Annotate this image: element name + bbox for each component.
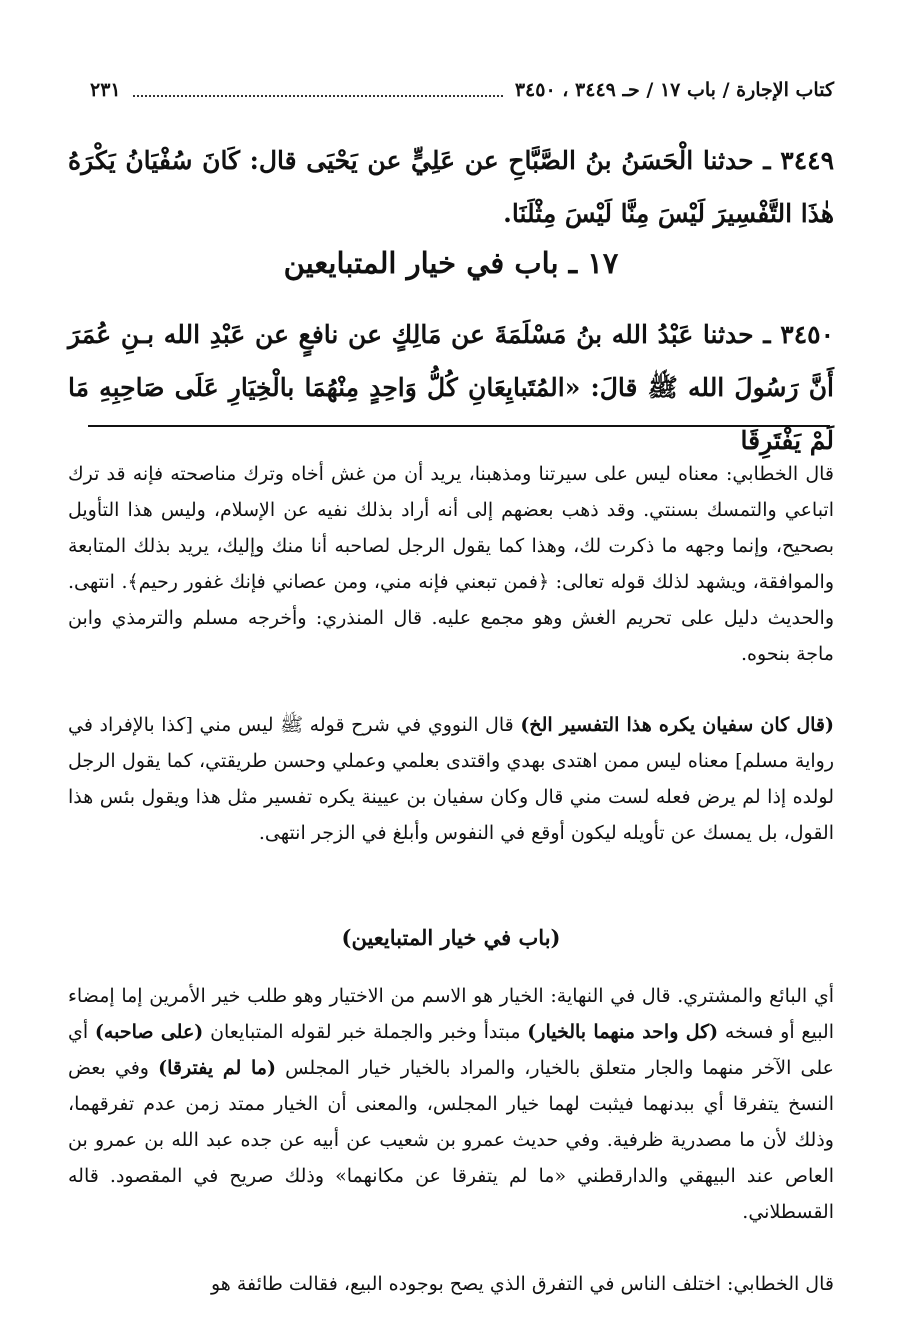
hadith-3449	[68, 134, 834, 240]
commentary-2-text: قال النووي في شرح قوله ﷺ ليس مني [كذا بالإفراد في رواية مسلم] معناه ليس ممن اهتدى بهدي واقتدى بعلمي وعملي وحسن طريقتي، كما يقول الرجل لولده إذا لم يرض فعله لست مني قال وكان سفيان بن عيينة يكره تفسير مثل هذا ويقول بئس هذا القول، بل يمسك عن تأويله ليكون أوقع في النفوس وأبلغ في الزجر انتهى.	[68, 714, 834, 844]
commentary-paragraph-3	[68, 978, 834, 1230]
commentary-3-lemma-1: (كل واحد منهما بالخيار)	[527, 1021, 719, 1043]
commentary-2-lemma: (قال كان سفيان يكره هذا التفسير الخ)	[520, 714, 834, 736]
page-number: ٢٣١	[90, 79, 121, 101]
commentary-paragraph-4: قال الخطابي: اختلف الناس في التفرق الذي يصح بوجوده البيع، فقالت طائفة هو	[210, 1273, 834, 1295]
running-header	[90, 74, 834, 106]
running-header-title: كتاب الإجارة / باب ١٧ / حـ ٣٤٤٩ ، ٣٤٥٠	[514, 79, 834, 101]
hadith-3450-number: ٣٤٥٠ ـ	[763, 320, 834, 349]
chapter-number: ١٧ ـ	[568, 246, 619, 280]
commentary-3-lemma-2: (على صاحبه)	[94, 1021, 204, 1043]
hadith-3449-text: حدثنا الْحَسَنُ بنُ الصَّبَّاحِ عن عَلِيٍّ عن يَحْيَى قال: كَانَ سُفْيَانُ يَكْرَهُ هٰذَا التَّفْسِيرَ لَيْسَ مِنَّا لَيْسَ مِثْلَنَا.	[68, 146, 834, 228]
header-leader-dots	[133, 83, 503, 97]
commentary-paragraph-2	[68, 707, 834, 851]
hadith-3450-text: حدثنا عَبْدُ الله بنُ مَسْلَمَةَ عن مَالِكٍ عن نافعٍ عن عَبْدِ الله بـنِ عُمَرَ أَنَّ رَسُولَ الله ﷺ قالَ: «المُتَبايِعَانِ كُلُّ وَاحِدٍ مِنْهُمَا بالْخِيَارِ عَلَى صَاحِبِهِ مَا لَمْ يَفْتَرِقَا	[68, 320, 834, 455]
chapter-title: باب في خيار المتبايعين	[283, 246, 559, 280]
chapter-heading	[68, 246, 834, 280]
hadith-3449-number: ٣٤٤٩ ـ	[763, 146, 834, 175]
footnote-divider	[88, 425, 830, 427]
hadith-3450	[68, 308, 834, 467]
commentary-3-text-e: وفي بعض النسخ يتفرقا أي ببدنهما فيثبت لهما خيار المجلس، والمعنى أن الخيار ممتد زمن عدم تفرقهما، وذلك لأن ما مصدرية ظرفية. وفي حديث عمرو بن شعيب عن أبيه عن جده عبد الله بن عمرو بن العاص عند البيهقي والدارقطني «ما لم يتفرقا عن مكانهما» وذلك صريح في المقصود. قاله القسطلاني.	[68, 1057, 834, 1223]
commentary-3-text-d: أي على الآخر منهما والجار متعلق بالخيار، والمراد بالخيار خيار المجلس	[68, 1021, 834, 1079]
commentary-3-lemma-3: (ما لم يفترقا)	[158, 1057, 276, 1079]
commentary-sub-heading: (باب في خيار المتبايعين)	[341, 925, 561, 950]
commentary-3-text-a: أي البائع والمشتري. قال في النهاية: الخيار هو الاسم من الاختيار وهو طلب خير الأمرين إما إمضاء البيع أو فسخه	[68, 985, 835, 1043]
commentary-paragraph-1: قال الخطابي: معناه ليس على سيرتنا ومذهبنا، يريد أن من غش أخاه وترك مناصحته فإنه قد ترك اتباعي والتمسك بسنتي. وقد ذهب بعضهم إلى أنه أراد بذلك نفيه عن الإسلام، وليس هذا التأويل بصحيح، وإنما وجهه ما ذكرت لك، وهذا كما يقول الرجل لصاحبه أنا منك وإليك، يريد بذلك المتابعة والموافقة، ويشهد لذلك قوله تعالى: ﴿فمن تبعني فإنه مني، ومن عصاني فإنك غفور رحيم﴾. انتهى. والحديث دليل على تحريم الغش وهو مجمع عليه. قال المنذري: وأخرجه مسلم والترمذي وابن ماجة بنحوه.	[68, 463, 834, 665]
commentary-3-text-c: مبتدأ وخبر والجملة خبر لقوله المتبايعان	[210, 1021, 521, 1043]
